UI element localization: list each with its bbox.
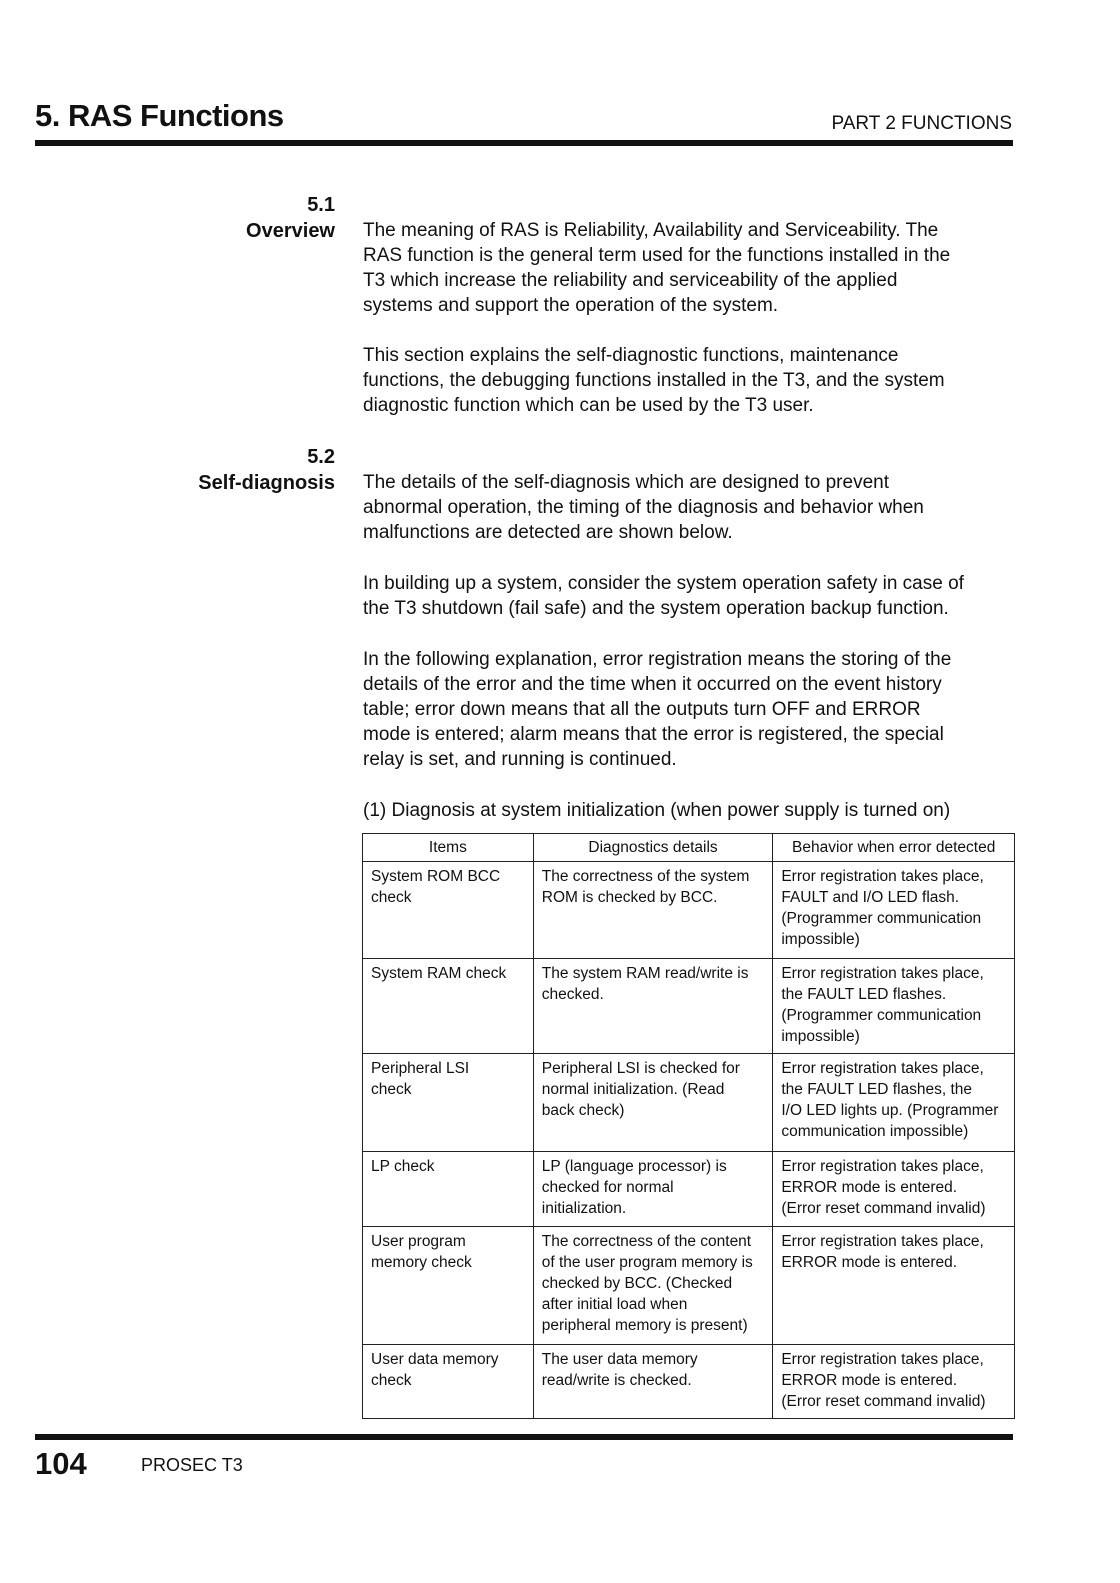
table-row <box>363 1054 1015 1152</box>
details-cell: The correctness of the system ROM is checked by BCC. <box>533 862 773 959</box>
column-header: Diagnostics details <box>533 834 773 862</box>
item-cell: User data memory check <box>363 1345 534 1419</box>
section-5-1-heading <box>246 192 335 244</box>
item-cell: System ROM BCC check <box>363 862 534 959</box>
behavior-cell: Error registration takes place, ERROR mode is entered. (Error reset command invalid) <box>773 1345 1015 1419</box>
paragraph: In building up a system, consider the system operation safety in case of the T3 shutdown (fail safe) and the system operation backup function. <box>363 573 964 619</box>
details-cell: Peripheral LSI is checked for normal initialization. (Read back check) <box>533 1054 773 1152</box>
table-row <box>363 1345 1015 1419</box>
table-row <box>363 1227 1015 1345</box>
item-cell: LP check <box>363 1152 534 1227</box>
behavior-cell: Error registration takes place, ERROR mode is entered. (Error reset command invalid) <box>773 1152 1015 1227</box>
details-cell: The system RAM read/write is checked. <box>533 959 773 1054</box>
part-label: PART 2 FUNCTIONS <box>831 113 1012 134</box>
details-cell: LP (language processor) is checked for normal initialization. <box>533 1152 773 1227</box>
diagnosis-table <box>362 833 1015 1419</box>
item-cell: Peripheral LSI check <box>363 1054 534 1152</box>
behavior-cell: Error registration takes place, the FAULT LED flashes, the I/O LED lights up. (Programmer communication impossible) <box>773 1054 1015 1152</box>
table-row <box>363 1152 1015 1227</box>
section-number: 5.2 <box>307 446 335 468</box>
item-cell: User program memory check <box>363 1227 534 1345</box>
table-caption: (1) Diagnosis at system initialization (when power supply is turned on) <box>363 800 951 821</box>
page-number: 104 <box>35 1446 87 1481</box>
paragraph: The details of the self-diagnosis which are designed to prevent abnormal operation, the timing of the diagnosis and behavior when malfunctions are detected are shown below. <box>363 472 924 543</box>
paragraph: In the following explanation, error registration means the storing of the details of the error and the time when it occurred on the event history table; error down means that all the outputs turn OFF and ERROR mode is entered; alarm means that the error is registered, the special relay is set, and running is continued. <box>363 649 952 770</box>
product-name: PROSEC T3 <box>141 1455 243 1475</box>
column-header: Behavior when error detected <box>773 834 1015 862</box>
details-cell: The user data memory read/write is checked. <box>533 1345 773 1419</box>
section-title: Self-diagnosis <box>198 472 335 494</box>
chapter-title: 5. RAS Functions <box>35 98 284 133</box>
section-5-2-heading <box>198 444 335 496</box>
table-row <box>363 862 1015 959</box>
behavior-cell: Error registration takes place, the FAULT LED flashes. (Programmer communication impossible) <box>773 959 1015 1054</box>
section-title: Overview <box>246 220 335 242</box>
behavior-cell: Error registration takes place, ERROR mode is entered. <box>773 1227 1015 1345</box>
paragraph: The meaning of RAS is Reliability, Availability and Serviceability. The RAS function is the general term used for the functions installed in the T3 which increase the reliability and serviceability of the applied systems and support the operation of the system. <box>363 220 951 316</box>
behavior-cell: Error registration takes place, FAULT and I/O LED flash. (Programmer communication impossible) <box>773 862 1015 959</box>
details-cell: The correctness of the content of the user program memory is checked by BCC. (Checked after initial load when peripheral memory is present) <box>533 1227 773 1345</box>
column-header: Items <box>363 834 534 862</box>
table-row <box>363 959 1015 1054</box>
header-rule <box>35 140 1013 146</box>
table-header-row <box>363 834 1015 862</box>
section-number: 5.1 <box>307 194 335 216</box>
item-cell: System RAM check <box>363 959 534 1054</box>
footer-rule <box>35 1434 1013 1440</box>
paragraph: This section explains the self-diagnostic functions, maintenance functions, the debugging functions installed in the T3, and the system diagnostic function which can be used by the T3 user. <box>363 345 945 416</box>
